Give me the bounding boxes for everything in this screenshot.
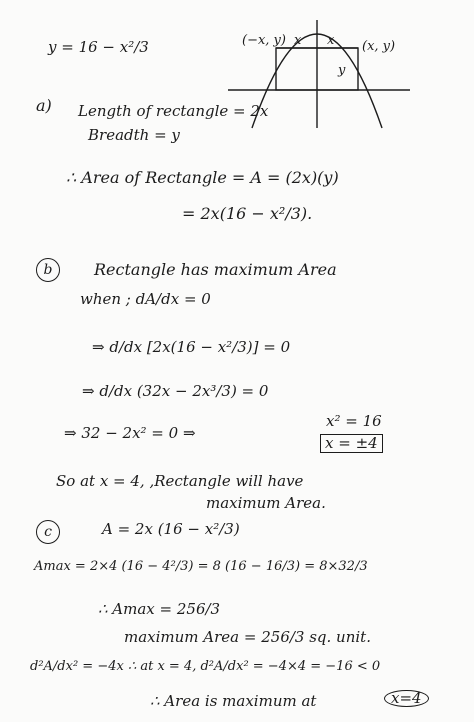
line-conclusion: ∴ Area is maximum at [150, 692, 317, 710]
half-width-label-left: x [294, 33, 302, 48]
line-derivative-1: ⇒ d/dx [2x(16 − x²/3)] = 0 [92, 338, 291, 356]
line-breadth: Breadth = y [88, 126, 180, 144]
line-x-squared: x² = 16 [326, 412, 382, 430]
line-area-function: A = 2x (16 − x²/3) [102, 520, 240, 538]
line-max-area-value: maximum Area = 256/3 sq. unit. [124, 628, 371, 646]
half-width-label-right: x [327, 33, 335, 48]
line-derivative-2: ⇒ d/dx (32x − 2x³/3) = 0 [82, 382, 269, 400]
part-c-label: c [36, 520, 60, 544]
line-amax-result: ∴ Amax = 256/3 [98, 600, 221, 618]
line-area-def: ∴ Area of Rectangle = A = (2x)(y) [66, 168, 339, 187]
line-amax-calc: Amax = 2×4 (16 − 4²/3) = 8 (16 − 16/3) = 8×32/3 [34, 559, 368, 574]
line-solve: ⇒ 32 − 2x² = 0 ⇒ [64, 424, 196, 442]
point-right-label: (x, y) [362, 39, 396, 54]
circled-answer: x=4 [384, 690, 429, 707]
line-so-at: So at x = 4, ,Rectangle will have [56, 472, 304, 490]
point-left-label: (−x, y) [242, 33, 286, 48]
part-b-label: b [36, 258, 60, 282]
line-max-area: Rectangle has maximum Area [94, 260, 337, 279]
line-when: when ; dA/dx = 0 [80, 290, 211, 308]
boxed-x-solution: x = ±4 [320, 434, 383, 453]
equation-line: y = 16 − x²/3 [48, 38, 149, 56]
height-label: y [338, 63, 346, 78]
line-second-derivative: d²A/dx² = −4x ∴ at x = 4, d²A/dx² = −4×4 = −16 < 0 [30, 659, 381, 674]
line-maximum-area: maximum Area. [206, 494, 326, 512]
line-area-expr: = 2x(16 − x²/3). [182, 204, 313, 223]
line-length: Length of rectangle = 2x [78, 102, 269, 120]
part-a-label: a) [36, 96, 52, 115]
